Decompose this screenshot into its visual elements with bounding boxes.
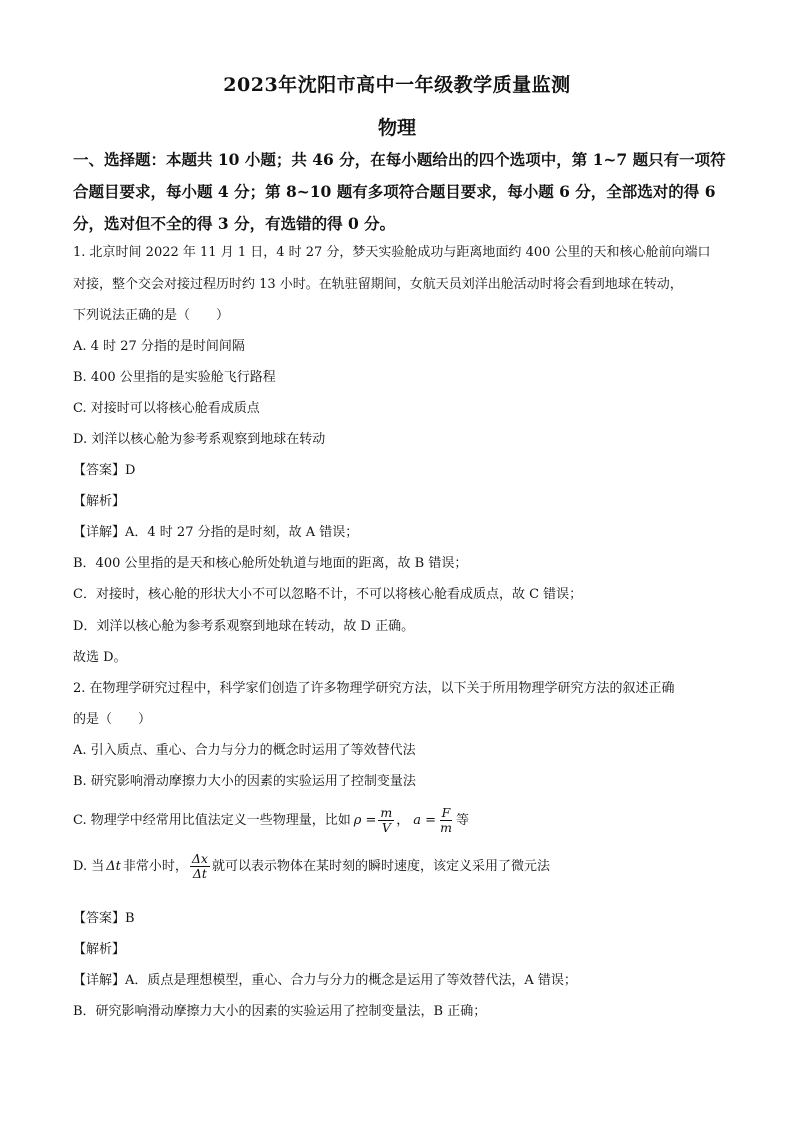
subject-heading: 物理 [377,117,416,139]
q2-option-d-mid: 非常小时， [122,858,188,874]
q1-option-d: D. 刘洋以核心舱为参考系观察到地球在转动 [73,432,326,447]
fraction-numerator: F [441,805,451,820]
fraction-denominator: Δt [192,866,207,881]
fraction-denominator: V [381,820,391,835]
q2-option-d [73,852,550,881]
q1-detail-line: D．刘洋以核心舱为参考系观察到地球在转动，故 D 正确。 [73,619,415,634]
rho-symbol: ρ = [353,812,377,828]
q1-stem-line: 下列说法正确的是（ ） [73,308,230,323]
q2-option-d-prefix: D. 当 [73,858,105,874]
q1-stem-line: 对接，整个交会对接过程历时约 13 小时。在轨驻留期间，女航天员刘洋出舱活动时将会看到地球在转动， [73,277,683,292]
q2-stem-line: 2. 在物理学研究过程中，科学家们创造了许多物理学研究方法，以下关于所用物理学研究方法的叙述正确 [73,681,675,696]
section-instructions [73,144,733,240]
q1-conclusion: 故选 D。 [73,650,127,665]
section-line: 合题目要求，每小题 4 分；第 8~10 题有多项符合题目要求，每小题 6 分，全部选对的得 6 [73,182,716,201]
separator: ， [396,812,410,828]
q1-detail-line: B．400 公里指的是天和核心舱所处轨道与地面的距离，故 B 错误； [73,556,468,571]
fraction-numerator: m [380,805,393,820]
accel-fraction [438,806,454,835]
q2-answer: 【答案】B [73,911,135,926]
q2-analysis-label: 【解析】 [73,942,126,957]
q1-option-b: B. 400 公里指的是实验舱飞行路程 [73,370,276,385]
q1-detail-line: C．对接时，核心舱的形状大小不可以忽略不计，不可以将核心舱看成质点，故 C 错误； [73,587,583,602]
q2-option-a: A. 引入质点、重心、合力与分力的概念时运用了等效替代法 [73,743,416,758]
section-line: 一、选择题：本题共 10 小题；共 46 分，在每小题给出的四个选项中，第 1~7 题只有一项符 [73,150,726,169]
fraction-numerator: Δx [191,851,208,866]
q2-option-d-suffix: 就可以表示物体在某时刻的瞬时速度，该定义采用了微元法 [211,858,550,874]
q1-option-a: A. 4 时 27 分指的是时间间隔 [73,339,245,354]
q1-stem-line: 1. 北京时间 2022 年 11 月 1 日，4 时 27 分，梦天实验舱成功与距离地面约 400 公里的天和核心舱前向端口 [73,245,711,260]
q2-detail-line: B．研究影响滑动摩擦力大小的因素的实验运用了控制变量法，B 正确； [73,1004,487,1019]
q2-option-c-prefix: C. 物理学中经常用比值法定义一些物理量，比如 [73,812,351,828]
q1-option-c: C. 对接时可以将核心舱看成质点 [73,401,260,416]
velocity-fraction [190,852,210,881]
q1-answer: 【答案】D [73,463,136,478]
density-fraction [378,806,394,835]
q2-detail-line: 【详解】A．质点是理想模型，重心、合力与分力的概念是运用了等效替代法，A 错误； [73,973,577,988]
section-line: 分，选对但不全的得 3 分，有选错的得 0 分。 [73,214,396,233]
q1-detail-line: 【详解】A．4 时 27 分指的是时刻，故 A 错误； [73,525,359,540]
q2-option-c-suffix: 等 [455,812,469,828]
page-title: 2023年沈阳市高中一年级教学质量监测 [223,74,571,96]
q2-stem-line: 的是（ ） [73,712,152,727]
q2-option-c [73,806,469,835]
accel-symbol: a = [413,812,437,828]
q2-option-b: B. 研究影响滑动摩擦力大小的因素的实验运用了控制变量法 [73,774,416,789]
q1-analysis-label: 【解析】 [73,494,126,509]
delta-t-symbol: Δt [106,858,121,874]
fraction-denominator: m [440,820,452,835]
